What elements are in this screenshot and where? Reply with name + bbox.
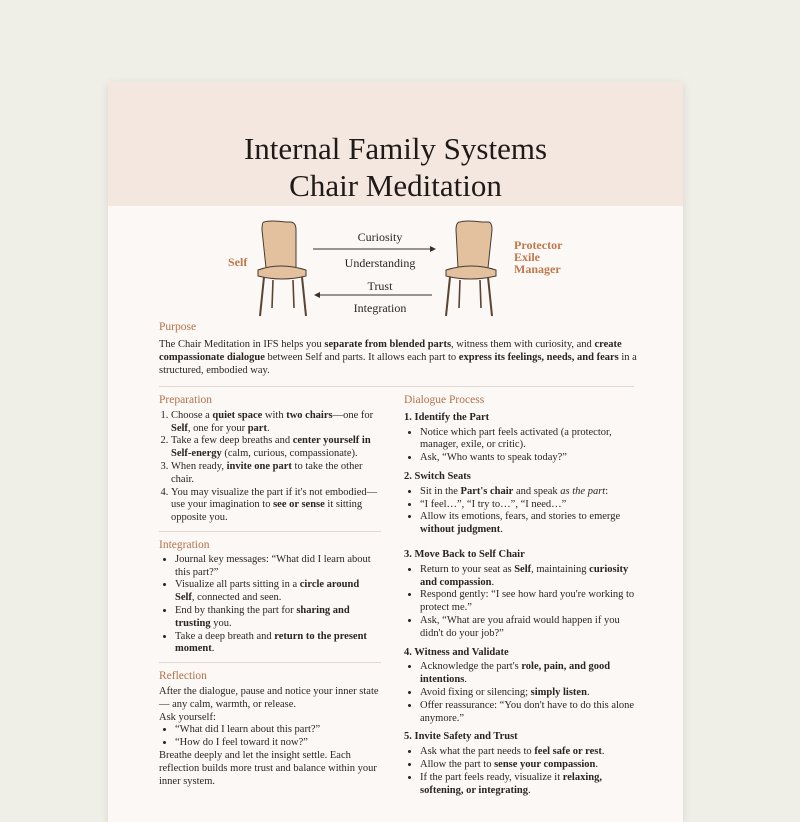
step-title: 3. Move Back to Self Chair: [404, 548, 525, 560]
list-item: • “I feel…”, “I try to…”, “I need…”: [420, 499, 636, 512]
flow-curiosity: Curiosity: [357, 230, 403, 244]
title-line-2: Chair Meditation: [289, 168, 502, 203]
reflection-ask: Ask yourself:: [159, 711, 216, 723]
part-chair-icon: [446, 221, 496, 316]
list-item: • Allow its emotions, fears, and stories to emerge without judgment.: [420, 511, 636, 537]
part-label-protector: Protector: [514, 238, 563, 252]
list-item: • Ask, “Who wants to speak today?”: [420, 452, 636, 465]
list-item: 1. Choose a quiet space with two chairs—one for Self, one for your part.: [171, 410, 381, 436]
list-item: • End by thanking the part for sharing and trusting you.: [175, 605, 381, 631]
flow-integration: Integration: [353, 301, 407, 315]
step-title: 1. Identify the Part: [404, 411, 490, 423]
list-item: • Ask, “What are you afraid would happen if you didn't do your job?”: [420, 615, 636, 641]
reflection-heading: Reflection: [159, 670, 207, 683]
integration-list: [159, 554, 381, 656]
divider: [159, 531, 381, 532]
page-title: [108, 130, 683, 204]
parts-labels: [514, 239, 562, 275]
step-list: [404, 486, 636, 537]
purpose-text-part: The Chair Meditation in IFS helps you: [159, 339, 325, 350]
list-item: • Sit in the Part's chair and speak as the part:: [420, 486, 636, 499]
reflection-intro: After the dialogue, pause and notice your inner state — any calm, warmth, or release.: [159, 685, 379, 710]
part-label-manager: Manager: [514, 262, 561, 276]
part-label-exile: Exile: [514, 250, 540, 264]
purpose-text-part: in a structured, embodied way.: [159, 352, 637, 376]
purpose-bold: separate from blended parts: [324, 339, 452, 350]
list-item: • Ask what the part needs to feel safe or rest.: [420, 746, 636, 759]
list-item: • If the part feels ready, visualize it relaxing, softening, or integrating.: [420, 772, 636, 798]
arrow-right-icon: [313, 246, 436, 252]
list-item: • Avoid fixing or silencing; simply listen.: [420, 687, 636, 700]
preparation-heading: Preparation: [159, 394, 213, 406]
step-title: 4. Witness and Validate: [404, 646, 509, 658]
list-item: • Offer reassurance: “You don't have to do this alone anymore.”: [420, 700, 636, 726]
self-chair-icon: [258, 221, 306, 316]
reflection-questions: [159, 724, 381, 750]
purpose-text: [159, 338, 639, 377]
purpose-heading: Purpose: [159, 321, 197, 333]
list-item: • Notice which part feels activated (a protector, manager, exile, or critic).: [420, 427, 636, 453]
left-column: [159, 394, 381, 788]
divider: [159, 386, 634, 387]
list-item: • Take a deep breath and return to the present moment.: [175, 631, 381, 657]
list-item: • “What did I learn about this part?”: [175, 724, 381, 737]
self-label: Self: [228, 255, 248, 269]
flow-understanding: Understanding: [344, 256, 416, 270]
flow-trust: Trust: [367, 279, 393, 293]
preparation-list: [159, 410, 381, 525]
list-item: • Acknowledge the part's role, pain, and good intentions.: [420, 661, 636, 687]
dialogue-heading: Dialogue Process: [404, 394, 485, 406]
purpose-bold: express its feelings, needs, and fears: [458, 352, 619, 363]
right-column: [404, 394, 636, 797]
reflection-closing: Breathe deeply and let the insight settle. Each reflection builds more trust and balance within your inner system.: [159, 749, 377, 787]
title-banner: [108, 82, 683, 206]
purpose-text-part: , witness them with curiosity, and: [451, 339, 595, 350]
list-item: 4. You may visualize the part if it's not embodied—use your imagination to see or sense it sitting opposite you.: [171, 487, 381, 525]
list-item: • Visualize all parts sitting in a circle around Self, connected and seen.: [175, 579, 381, 605]
purpose-text-part: between Self and parts. It allows each part to: [264, 352, 459, 363]
list-item: • Respond gently: “I see how hard you're working to protect me.”: [420, 589, 636, 615]
list-item: 3. When ready, invite one part to take the other chair.: [171, 461, 381, 487]
list-item: • Allow the part to sense your compassion.: [420, 759, 636, 772]
list-item: • Return to your seat as Self, maintaining curiosity and compassion.: [420, 564, 636, 590]
purpose-bold: create compassionate dialogue: [159, 339, 622, 363]
step-list: [404, 661, 636, 725]
divider: [159, 662, 381, 663]
step-list: [404, 427, 636, 465]
step-list: [404, 746, 636, 797]
list-item: • “How do I feel toward it now?”: [175, 737, 381, 750]
step-title: 2. Switch Seats: [404, 470, 471, 482]
list-item: 2. Take a few deep breaths and center yourself in Self-energy (calm, curious, compassionate).: [171, 435, 381, 461]
integration-heading: Integration: [159, 538, 210, 551]
worksheet-page: [108, 82, 683, 822]
title-line-1: Internal Family Systems: [243, 131, 548, 166]
step-list: [404, 564, 636, 641]
step-title: 5. Invite Safety and Trust: [404, 731, 518, 743]
list-item: • Journal key messages: “What did I learn about this part?”: [175, 554, 381, 580]
